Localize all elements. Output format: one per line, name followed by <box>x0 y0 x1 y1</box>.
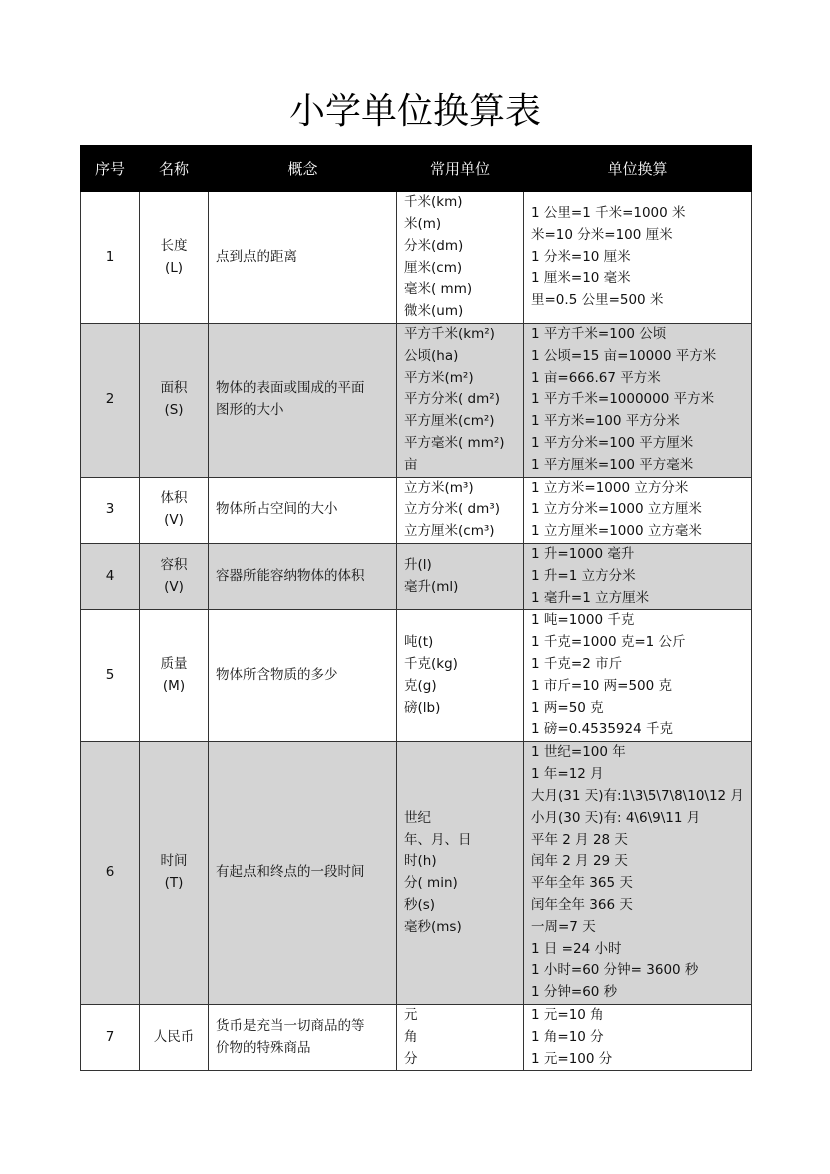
cell-units <box>397 1004 524 1070</box>
cell-units <box>397 543 524 609</box>
units-line: 微米(um) <box>404 303 464 320</box>
units-line: 时(h) <box>404 853 437 870</box>
conversions-line: 闰年全年 366 天 <box>531 896 633 913</box>
cell-no: 5 <box>81 610 140 742</box>
conversions-line: 1 元=10 角 <box>531 1006 604 1023</box>
units-line: 元 <box>404 1006 418 1023</box>
conversions-line: 1 磅=0.4535924 千克 <box>531 721 673 738</box>
table-row <box>81 477 752 543</box>
units-line: 吨(t) <box>404 634 434 651</box>
units-line: 角 <box>404 1028 418 1045</box>
conversions-line: 1 升=1 立方分米 <box>531 567 636 584</box>
conversions-line: 平年 2 月 28 天 <box>531 831 628 848</box>
cell-conversions <box>524 1004 752 1070</box>
conversions-line: 1 平方分米=100 平方厘米 <box>531 434 694 451</box>
conversions-line: 1 吨=1000 千克 <box>531 612 635 629</box>
cell-conversions <box>524 610 752 742</box>
header-conversion: 单位换算 <box>524 146 752 192</box>
conversions-line: 1 平方厘米=100 平方毫米 <box>531 456 694 473</box>
conversions-line: 1 升=1000 毫升 <box>531 545 635 562</box>
conversions-line: 平年全年 365 天 <box>531 875 633 892</box>
name-line: 时间 <box>160 853 188 870</box>
table-row <box>81 324 752 478</box>
name-line: (V) <box>164 578 184 595</box>
name-line: 质量 <box>160 656 188 673</box>
conversions-line: 1 千克=2 市斤 <box>531 656 623 673</box>
conversions-line: 1 元=100 分 <box>531 1050 613 1067</box>
name-line: (T) <box>164 875 184 892</box>
units-line: 平方分米( dm²) <box>404 391 500 408</box>
units-line: 平方厘米(cm²) <box>404 413 495 430</box>
concept-line: 有起点和终点的一段时间 <box>216 864 365 881</box>
concept-line: 货币是充当一切商品的等 <box>216 1017 365 1034</box>
cell-units <box>397 477 524 543</box>
cell-concept <box>209 610 397 742</box>
cell-no: 3 <box>81 477 140 543</box>
cell-name <box>140 543 209 609</box>
name-line: (M) <box>162 677 186 694</box>
units-line: 立方分米( dm³) <box>404 501 500 518</box>
unit-conversion-table <box>80 145 752 1071</box>
cell-conversions <box>524 543 752 609</box>
units-line: 亩 <box>404 456 418 473</box>
units-line: 立方米(m³) <box>404 479 474 496</box>
conversions-line: 1 平方千米=1000000 平方米 <box>531 391 715 408</box>
conversions-line: 1 平方千米=100 公顷 <box>531 326 667 342</box>
concept-line: 点到点的距离 <box>216 248 297 265</box>
cell-name <box>140 192 209 324</box>
units-line: 厘米(cm) <box>404 259 463 276</box>
conversions-line: 1 亩=666.67 平方米 <box>531 369 661 386</box>
units-line: 平方米(m²) <box>404 369 474 386</box>
conversions-line: 1 立方米=1000 立方分米 <box>531 479 689 496</box>
conversions-line: 1 公里=1 千米=1000 米 <box>531 205 686 221</box>
units-line: 立方厘米(cm³) <box>404 523 495 540</box>
cell-concept <box>209 742 397 1005</box>
header-units: 常用单位 <box>397 146 524 192</box>
conversions-line: 1 小时=60 分钟= 3600 秒 <box>531 962 699 979</box>
cell-concept <box>209 1004 397 1070</box>
cell-concept <box>209 543 397 609</box>
name-line: 面积 <box>160 380 188 397</box>
conversions-line: 小月(30 天)有: 4\6\9\11 月 <box>531 809 701 826</box>
units-line: 分( min) <box>404 875 458 892</box>
cell-units <box>397 742 524 1005</box>
conversions-line: 大月(31 天)有:1\3\5\7\8\10\12 月 <box>531 787 744 804</box>
cell-units <box>397 324 524 478</box>
cell-concept <box>209 477 397 543</box>
concept-line: 容器所能容纳物体的体积 <box>216 567 365 584</box>
conversions-line: 1 立方厘米=1000 立方毫米 <box>531 523 702 540</box>
header-name: 名称 <box>140 146 209 192</box>
name-line: (S) <box>164 402 184 419</box>
conversions-line: 闰年 2 月 29 天 <box>531 853 628 870</box>
cell-no: 7 <box>81 1004 140 1070</box>
name-line: (L) <box>164 259 184 276</box>
conversions-line: 1 平方米=100 平方分米 <box>531 413 680 430</box>
cell-concept <box>209 324 397 478</box>
cell-name <box>140 477 209 543</box>
conversions-line: 1 立方分米=1000 立方厘米 <box>531 501 702 518</box>
name-line: 体积 <box>160 490 188 507</box>
concept-line: 物体所占空间的大小 <box>216 501 338 518</box>
units-line: 克(g) <box>404 677 437 694</box>
conversions-line: 1 分钟=60 秒 <box>531 984 618 1001</box>
units-line: 分 <box>404 1050 418 1067</box>
cell-name <box>140 742 209 1005</box>
name-line: (V) <box>164 512 184 529</box>
units-line: 千克(kg) <box>404 656 458 673</box>
units-line: 毫秒(ms) <box>404 918 462 935</box>
conversions-line: 1 角=10 分 <box>531 1028 604 1045</box>
units-line: 千米(km) <box>404 194 463 211</box>
conversions-line: 1 世纪=100 年 <box>531 744 626 761</box>
conversions-line: 1 日 =24 小时 <box>531 940 622 957</box>
units-line: 升(l) <box>404 556 432 573</box>
units-line: 世纪 <box>404 809 431 826</box>
table-row <box>81 543 752 609</box>
concept-line: 物体所含物质的多少 <box>216 666 338 683</box>
cell-name <box>140 324 209 478</box>
header-no: 序号 <box>81 146 140 192</box>
cell-name <box>140 610 209 742</box>
table-row <box>81 1004 752 1070</box>
units-line: 平方毫米( mm²) <box>404 434 505 451</box>
conversions-line: 1 市斤=10 两=500 克 <box>531 677 673 694</box>
conversions-line: 1 分米=10 厘米 <box>531 248 631 265</box>
units-line: 毫米( mm) <box>404 281 473 298</box>
cell-no: 1 <box>81 192 140 324</box>
concept-line: 物体的表面或围成的平面 <box>216 380 365 397</box>
cell-conversions <box>524 324 752 478</box>
units-line: 年、月、日 <box>404 831 472 848</box>
units-line: 公顷(ha) <box>404 347 459 364</box>
conversions-line: 1 千克=1000 克=1 公斤 <box>531 634 686 651</box>
units-line: 分米(dm) <box>404 237 464 254</box>
cell-no: 2 <box>81 324 140 478</box>
units-line: 米(m) <box>404 215 442 232</box>
page-title: 小学单位换算表 <box>288 91 541 132</box>
table-row <box>81 192 752 324</box>
header-concept: 概念 <box>209 146 397 192</box>
cell-conversions <box>524 477 752 543</box>
conversions-line: 1 公顷=15 亩=10000 平方米 <box>531 347 717 364</box>
table-row <box>81 742 752 1005</box>
conversions-line: 1 两=50 克 <box>531 699 604 716</box>
concept-line: 价物的特殊商品 <box>216 1039 311 1056</box>
conversions-line: 米=10 分米=100 厘米 <box>531 226 673 243</box>
conversions-line: 里=0.5 公里=500 米 <box>531 292 664 309</box>
name-line: 人民币 <box>153 1028 195 1045</box>
name-line: 长度 <box>160 237 188 254</box>
units-line: 毫升(ml) <box>404 578 459 595</box>
table-header-row <box>81 146 752 192</box>
table-row <box>81 610 752 742</box>
units-line: 秒(s) <box>404 896 436 913</box>
units-line: 磅(lb) <box>404 699 441 716</box>
cell-no: 4 <box>81 543 140 609</box>
cell-units <box>397 610 524 742</box>
cell-conversions <box>524 192 752 324</box>
name-line: 容积 <box>160 556 188 573</box>
concept-line: 图形的大小 <box>216 402 284 419</box>
cell-no: 6 <box>81 742 140 1005</box>
cell-units <box>397 192 524 324</box>
cell-name <box>140 1004 209 1070</box>
cell-conversions <box>524 742 752 1005</box>
conversions-line: 1 毫升=1 立方厘米 <box>531 589 650 606</box>
conversions-line: 1 年=12 月 <box>531 766 604 783</box>
conversions-line: 1 厘米=10 毫米 <box>531 270 631 287</box>
units-line: 平方千米(km²) <box>404 326 495 342</box>
cell-concept <box>209 192 397 324</box>
conversions-line: 一周=7 天 <box>531 918 596 935</box>
